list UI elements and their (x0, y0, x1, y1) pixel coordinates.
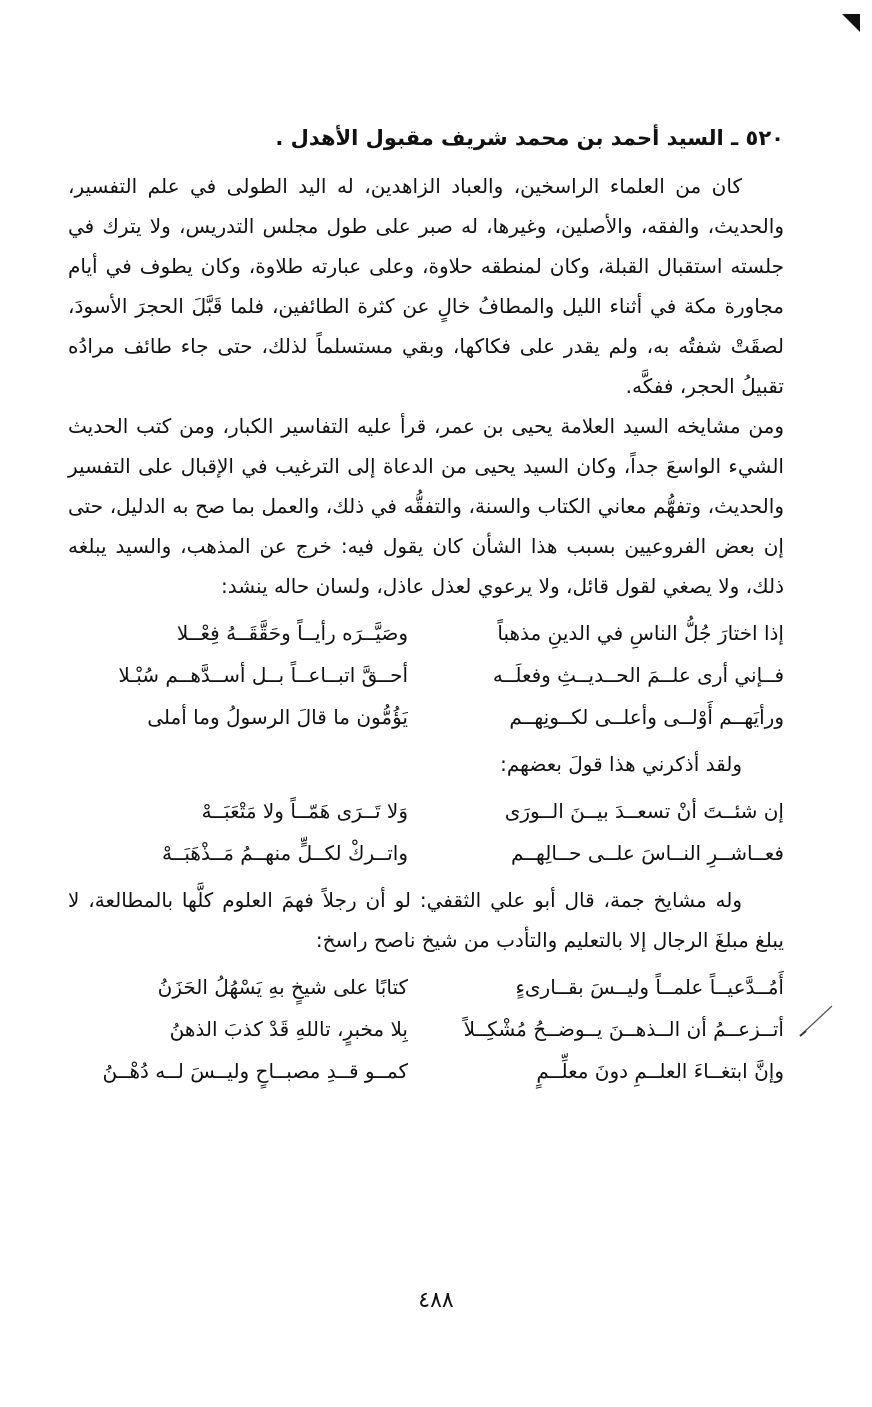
paragraph-quote-intro: ولقد أذكرني هذا قولَ بعضهم: (500, 752, 742, 776)
poem-first (68, 612, 784, 738)
verse (68, 654, 784, 696)
verse-first-hemistich: وإنَّ ابتغــاءَ العلــمِ دونَ معلِّــمٍ (536, 1059, 784, 1083)
verse-second-hemistich: واتــركْ لكــلٍّ منهــمُ مَــذْهَبَــهْ (161, 841, 408, 865)
paragraph-biography: كان من العلماء الراسخين، والعباد الزاهدين، له اليد الطولى في علم التفسير، والحديث، والفقه، والأصلين، وغيرها، له صبر على طول مجلس التدريس، ولا يترك في جلسته استقبال القبلة، وكان لمنطقه حلاوة، وعلى عبارته طلاوة، وكان يطوف في أيام مجاورة مكة في أثناء الليل والمطافُ خالٍ عن كثرة الطائفين، فلما قَبَّلَ الحجرَ الأسودَ، لصقَتْ شفتُه به، ولم يقدر على فكاكها، وبقي مستسلماً لذلك، حتى جاء طائف مرادُه تقبيلُ الحجر، ففكَّه. (68, 174, 784, 398)
verse (68, 966, 784, 1008)
verse (68, 696, 784, 738)
verse-second-hemistich: أحــقَّ اتبــاعــاً بــل أســدَّهــم سُبْـلا (118, 663, 408, 687)
verse-second-hemistich: بِلا مخبرٍ، تاللهِ قَدْ كذبَ الذهنُ (169, 1017, 408, 1041)
verse (68, 1050, 784, 1092)
page-number: ٤٨٨ (418, 1288, 454, 1313)
verse-first-hemistich: فــإني أرى علــمَ الحــديــثِ وفعلَــه (492, 663, 784, 687)
paragraph-teachers: ومن مشايخه السيد العلامة يحيى بن عمر، قرأ عليه التفاسير الكبار، ومن كتب الحديث الشيء الواسعَ جداً، وكان السيد يحيى من الدعاة إلى الترغيب في الإقبال على التفسير والحديث، وتفهُّم معاني الكتاب والسنة، والتفقُّه في ذلك، والعمل بما صح به الدليل، حتى إن بعض الفروعيين بسبب هذا الشأن كان يقول فيه: خرج عن المذهب، والسيد يبلغه ذلك، ولا يصغي لقول قائل، ولا يرعوي لعذل عاذل، ولسان حاله ينشد: (68, 414, 784, 598)
poem-third (68, 966, 784, 1092)
verse-first-hemistich: إذا اختارَ جُلُّ الناسِ في الدينِ مذهباً (497, 621, 784, 645)
verse-first-hemistich: أَمُــدَّعيــاً علمــاً وليــسَ بقــارىءٍ (515, 975, 784, 999)
scan-artifact-mark (798, 1000, 838, 1040)
verse-first-hemistich: فعــاشــرِ النــاسَ علــى حــالِهــم (511, 841, 784, 865)
verse-first-hemistich: أتــزعــمُ أن الــذهــنَ يــوضــحُ مُشْكِــلاً (463, 1017, 784, 1041)
verse-first-hemistich: ورأيَهــم أَوْلــى وأعلــى لكــونِهــم (509, 705, 784, 729)
verse-second-hemistich: كمــو قــدِ مصبــاحٍ وليــسَ لــه دُهْــنُ (102, 1059, 408, 1083)
verse-second-hemistich: يَؤُمُّون ما قالَ الرسولُ وما أملى (147, 705, 408, 729)
verse (68, 1008, 784, 1050)
main-text (68, 118, 784, 1098)
corner-marker (842, 14, 860, 32)
verse (68, 612, 784, 654)
verse-first-hemistich: إن شئــتَ أنْ تسعــدَ بيــنَ الــورَى (504, 799, 784, 823)
verse-second-hemistich: وَلا تَــرَى هَمّــاً ولا مَتْعَبَــهْ (201, 799, 408, 823)
verse-second-hemistich: كتابًا على شيخٍ بهِ يَسْهُلُ الحَزَنُ (157, 975, 408, 999)
verse (68, 790, 784, 832)
paragraph-teachers-quote: وله مشايخ جمة، قال أبو علي الثقفي: لو أن رجلاً فهمَ العلوم كلَّها بالمطالعة، لا يبلغ مبلغَ الرجال إلا بالتعليم والتأدب من شيخ ناصح راسخ: (68, 888, 784, 952)
entry-heading: ٥٢٠ ـ السيد أحمد بن محمد شريف مقبول الأهدل . (275, 126, 784, 150)
verse (68, 832, 784, 874)
verse-second-hemistich: وصَيَّــرَه رأيــاً وحَقَّقَــهُ فِعْــلا (176, 621, 408, 645)
poem-second (68, 790, 784, 874)
